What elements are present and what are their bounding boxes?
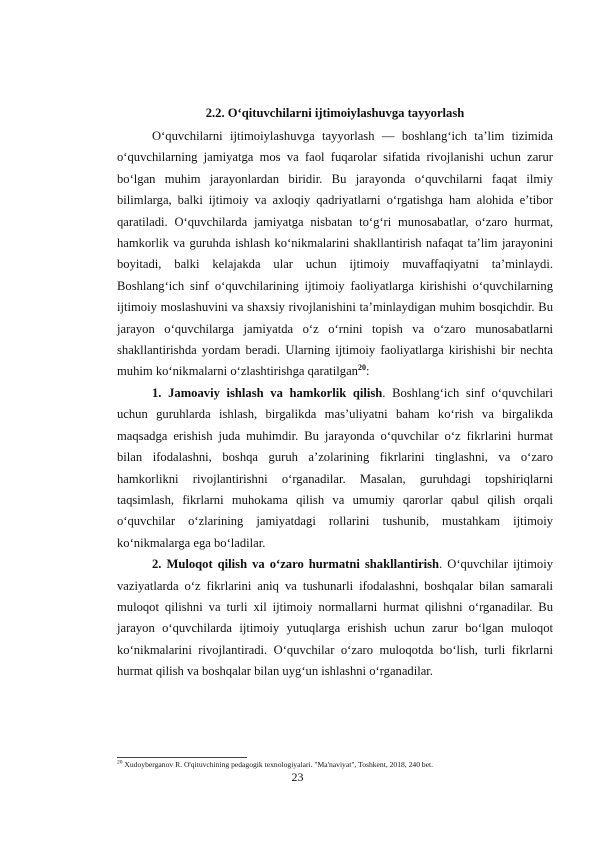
paragraph-2 <box>117 383 553 554</box>
paragraph-3-text: . O‘quvchilar ijtimoiy vaziyatlarda o‘z fikrlarini aniq va tushunarli ifodalashni, boshqalar bilan samarali muloqot qilishni va turli xil ijtimoiy normallarni hurmat qilishni o‘rganadilar. Bu jarayon o‘quvchilarda ijtimoiy yutuqlarga erishish uchun zarur bo‘lgan muloqot ko‘nikmalarini rivojlantiradi. O‘quvchilar o‘zaro muloqotda bo‘lish, turli fikrlarni hurmat qilish va boshqalar bilan uyg‘un ishlashni o‘rganadilar. <box>117 557 554 679</box>
paragraph-3-heading: 2. Muloqot qilish va o‘zaro hurmatni shakllantirish <box>152 557 440 572</box>
paragraph-1-end: : <box>365 364 370 379</box>
paragraph-3 <box>117 554 553 682</box>
body-text <box>117 126 553 683</box>
paragraph-2-text: . Boshlang‘ich sinf o‘quvchilari uchun guruhlarda ishlash, birgalikda mas’uliyatni baham ko‘rish va birgalikda maqsadga erishish juda muhimdir. Bu jarayonda o‘quvchilar o‘z fikrlarini hurmat bilan ifodalashni, boshqa guruh a’zolarining fikrlarini tinglashni, va o‘zaro hamkorlikni rivojlantirishni o‘rganadilar. Masalan, guruhdagi topshiriqlarni taqsimlash, fikrlarni muhokama qilish va umumiy qarorlar qabul qilish orqali o‘quvchilar o‘zlarining jamiyatdagi rollarini tushunib, mustahkam ijtimoiy ko‘nikmalarga ega bo‘ladilar. <box>117 385 553 550</box>
paragraph-2-heading: 1. Jamoaviy ishlash va hamkorlik qilish <box>152 385 383 400</box>
footnote-text: Xudoyberganov R. O'qituvchining pedagogik texnologiyalari. "Ma'naviyat", Toshkent, 2018, 240 bet. <box>122 760 434 769</box>
paragraph-1 <box>117 126 553 383</box>
footnote-divider <box>117 757 247 758</box>
page-number: 23 <box>291 770 304 784</box>
footnote-number: 20 <box>117 759 123 766</box>
footnote <box>117 760 553 770</box>
footnote-reference[interactable]: 20 <box>357 363 366 373</box>
section-title: 2.2. O‘qituvchilarni ijtimoiylashuvga tayyorlash <box>205 106 465 120</box>
paragraph-1-text: O‘quvchilarni ijtimoiylashuvga tayyorlash — boshlang‘ich ta’lim tizimida o‘quvchilarning jamiyatga mos va faol fuqarolar sifatida rivojlanishi uchun zarur bo‘lgan muhim jarayonlardan biridir. Bu jarayonda o‘quvchilarni faqat ilmiy bilimlarga, balki ijtimoiy va axloqiy qadriyatlarni o‘rgatishga ham alohida e’tibor qaratiladi. O‘quvchilarda jamiyatga nisbatan to‘g‘ri munosabatlar, o‘zaro hurmat, hamkorlik va guruhda ishlash ko‘nikmalarini shakllantirish nafaqat ta’lim jarayonini boyitadi, balki kelajakda ular uchun ijtimoiy muvaffaqiyatni ta’minlaydi. Boshlang‘ich sinf o‘quvchilarining ijtimoiy faoliyatlarga kirishishi o‘quvchilarning ijtimoiy moslashuvini va shaxsiy rivojlanishini ta’minlaydigan muhim bosqichdir. Bu jarayon o‘quvchilarga jamiyatda o‘z o‘rnini topish va o‘zaro munosabatlarni shakllantirishda yordam beradi. Ularning ijtimoiy faoliyatlarga kirishishi bir nechta muhim ko‘nikmalarni o‘zlashtirishga qaratilgan <box>117 129 553 379</box>
